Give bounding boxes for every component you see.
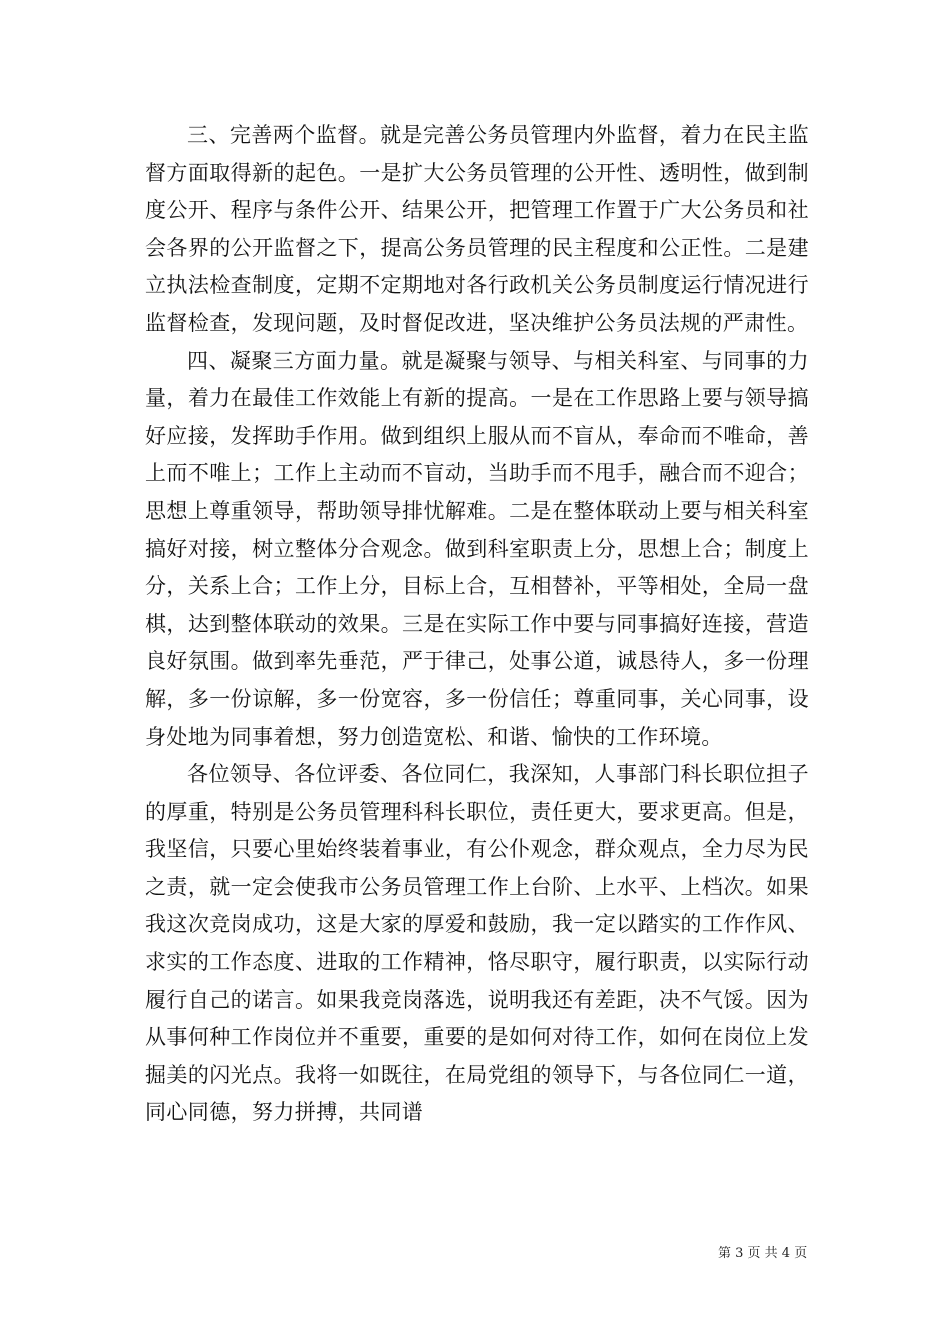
paragraph-supervision: 三、完善两个监督。就是完善公务员管理内外监督，着力在民主监督方面取得新的起色。一是扩大公务员管理的公开性、透明性，做到制度公开、程序与条件公开、结果公开，把管理工作置于广大公务员和社会各界的公开监督之下，提高公务员管理的民主程度和公正性。二是建立执法检查制度，定期不定期地对各行政机关公务员制度运行情况进行监督检查，发现问题，及时督促改进，坚决维护公务员法规的严肃性。 <box>145 123 809 335</box>
document-body <box>145 117 809 1132</box>
paragraph-cooperation: 四、凝聚三方面力量。就是凝聚与领导、与相关科室、与同事的力量，着力在最佳工作效能上有新的提高。一是在工作思路上要与领导搞好应接，发挥助手作用。做到组织上服从而不盲从，奉命而不唯命，善上而不唯上；工作上主动而不盲动，当助手而不甩手，融合而不迎合；思想上尊重领导，帮助领导排忧解难。二是在整体联动上要与相关科室搞好对接，树立整体分合观念。做到科室职责上分，思想上合；制度上分，关系上合；工作上分，目标上合，互相替补，平等相处，全局一盘棋，达到整体联动的效果。三是在实际工作中要与同事搞好连接，营造良好氛围。做到率先垂范，严于律己，处事公道，诚恳待人，多一份理解，多一份谅解，多一份宽容，多一份信任；尊重同事，关心同事，设身处地为同事着想，努力创造宽松、和谐、愉快的工作环境。 <box>145 348 809 749</box>
page-number-footer: 第 3 页 共 4 页 <box>718 1246 808 1261</box>
paragraph-closing: 各位领导、各位评委、各位同仁，我深知，人事部门科长职位担子的厚重，特别是公务员管理科科长职位，责任更大，要求更高。但是，我坚信，只要心里始终装着事业，有公仆观念，群众观点，全力尽为民之责，就一定会使我市公务员管理工作上台阶、上水平、上档次。如果我这次竞岗成功，这是大家的厚爱和鼓励，我一定以踏实的工作作风、求实的工作态度、进取的工作精神，恪尽职守，履行职责，以实际行动履行自己的诺言。如果我竞岗落选，说明我还有差距，决不气馁。因为从事何种工作岗位并不重要，重要的是如何对待工作，如何在岗位上发掘美的闪光点。我将一如既往，在局党组的领导下，与各位同仁一道，同心同德，努力拼搏，共同谱 <box>145 762 809 1125</box>
